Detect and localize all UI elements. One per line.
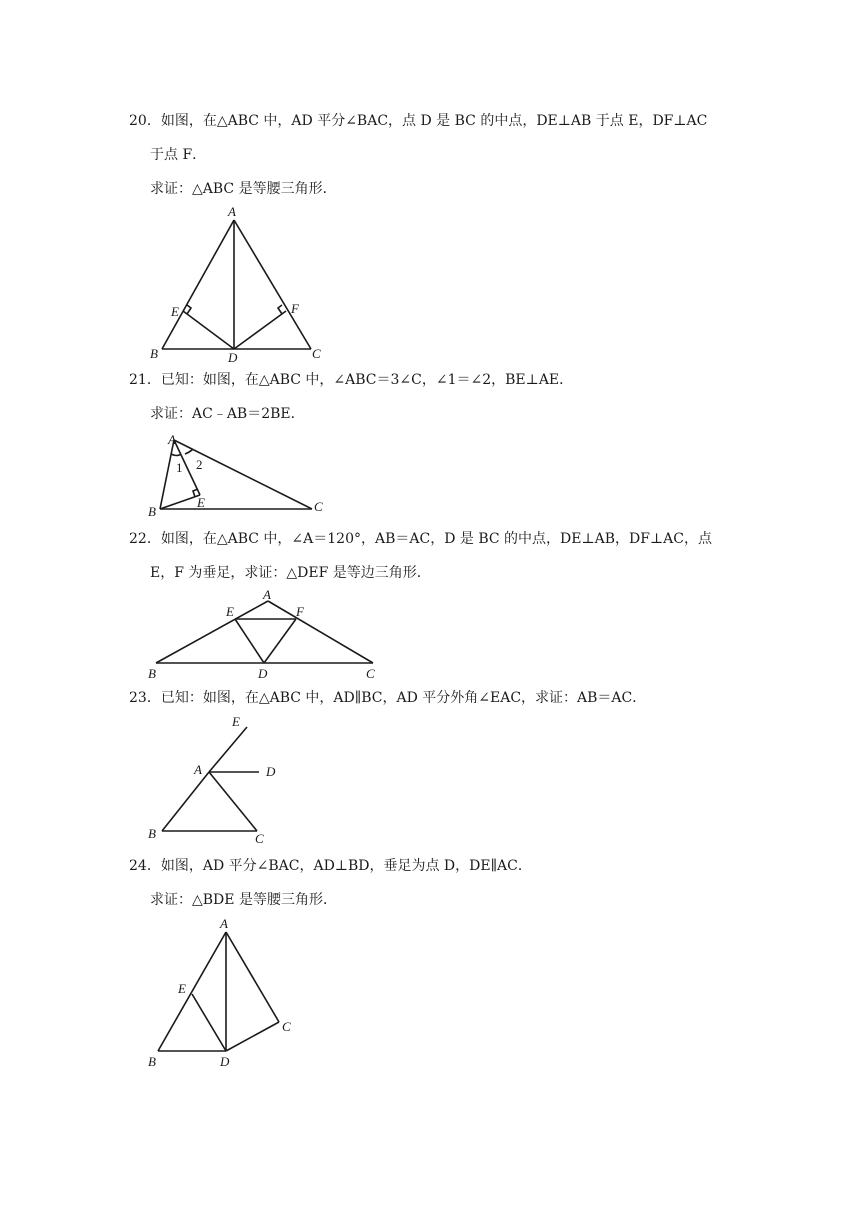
fig20-segment-df (234, 311, 286, 349)
figure-23 (140, 710, 300, 850)
problem-20-line-1 (129, 112, 707, 130)
problem-21-number: 21． (129, 372, 161, 388)
fig21-label-e: E (197, 495, 205, 510)
fig20-side-ab (162, 220, 234, 349)
fig22-segment-de (235, 619, 264, 663)
problem-23-text: 已知：如图，在△ABC 中，AD∥BC，AD 平分外角∠EAC，求证：AB＝AC． (160, 690, 647, 706)
fig21-label-a: A (168, 432, 176, 447)
fig20-side-ac (234, 220, 311, 349)
problem-20-text: 如图，在△ABC 中，AD 平分∠BAC，点 D 是 BC 的中点，DE⊥AB 于点 E，DF⊥AC (160, 113, 708, 129)
fig22-segment-df (264, 619, 296, 663)
problem-22-number: 22． (129, 531, 161, 547)
problem-21-line-1 (129, 371, 573, 389)
fig23-label-b: B (148, 826, 156, 841)
figure-21 (140, 430, 340, 520)
fig22-label-c: C (366, 666, 375, 681)
fig22-label-f: F (296, 604, 304, 619)
fig22-label-b: B (148, 666, 156, 681)
problem-21-prove: 求证：AC﹣AB＝2BE． (150, 406, 305, 422)
problem-24-text: 如图，AD 平分∠BAC，AD⊥BD，垂足为点 D，DE∥AC． (160, 858, 532, 874)
problem-24-line-1 (129, 857, 532, 875)
fig20-label-a: A (228, 204, 236, 219)
fig23-label-e: E (232, 714, 240, 729)
problem-20-line-2: 于点 F． (150, 147, 207, 163)
problem-22-line-2: E，F 为垂足，求证：△DEF 是等边三角形． (150, 565, 431, 581)
fig21-segment-be (160, 495, 200, 509)
figure-24 (140, 912, 310, 1077)
fig23-ray-ae (209, 727, 247, 772)
fig24-segment-de (192, 994, 226, 1051)
figure-22 (140, 585, 390, 685)
fig20-label-e: E (171, 304, 179, 319)
problem-24-number: 24． (129, 858, 161, 874)
problem-23-line-1 (129, 689, 646, 707)
fig21-side-ab (160, 440, 174, 509)
problem-24-prove: 求证：△BDE 是等腰三角形． (150, 892, 337, 908)
fig23-label-a: A (194, 762, 202, 777)
fig20-right-angle-f (278, 305, 282, 314)
fig22-label-a: A (263, 587, 271, 602)
fig22-label-e: E (226, 604, 234, 619)
fig20-label-c: C (312, 346, 321, 361)
fig24-label-a: A (220, 916, 228, 931)
fig24-segment-dc (226, 1022, 279, 1051)
problem-21-text: 已知：如图，在△ABC 中，∠ABC＝3∠C，∠1＝∠2，BE⊥AE． (160, 372, 574, 388)
figure-20 (140, 200, 340, 365)
fig21-label-c: C (314, 499, 323, 514)
fig23-label-d: D (266, 764, 276, 779)
fig21-label-1: 1 (176, 460, 183, 475)
problem-22-line-1 (129, 530, 712, 548)
fig21-label-b: B (148, 504, 156, 519)
fig22-side-ac (268, 601, 373, 663)
problem-22-text: 如图，在△ABC 中，∠A＝120°，AB＝AC，D 是 BC 的中点，DE⊥AB，DF⊥AC，点 (160, 531, 712, 547)
fig20-right-angle-e (187, 305, 191, 314)
fig21-angle-arc-2 (185, 449, 193, 454)
fig22-label-d: D (258, 666, 268, 681)
fig22-side-ab (156, 601, 268, 663)
fig24-label-d: D (220, 1054, 230, 1069)
problem-20-number: 20． (129, 113, 161, 129)
fig23-side-ac (209, 772, 257, 831)
fig20-label-d: D (228, 350, 238, 365)
fig24-label-b: B (148, 1054, 156, 1069)
fig24-label-c: C (282, 1019, 291, 1034)
fig23-side-ab (162, 772, 209, 831)
problem-20-prove: 求证：△ABC 是等腰三角形． (150, 181, 337, 197)
fig24-label-e: E (178, 981, 186, 996)
fig20-label-f: F (291, 301, 299, 316)
fig21-side-ac (174, 440, 312, 509)
fig21-angle-arc-1 (171, 454, 181, 456)
fig24-side-ac (226, 932, 279, 1022)
fig23-label-c: C (255, 831, 264, 846)
fig20-label-b: B (150, 346, 158, 361)
problem-23-number: 23． (129, 690, 161, 706)
fig21-label-2: 2 (196, 457, 203, 472)
fig20-segment-de (183, 311, 234, 349)
